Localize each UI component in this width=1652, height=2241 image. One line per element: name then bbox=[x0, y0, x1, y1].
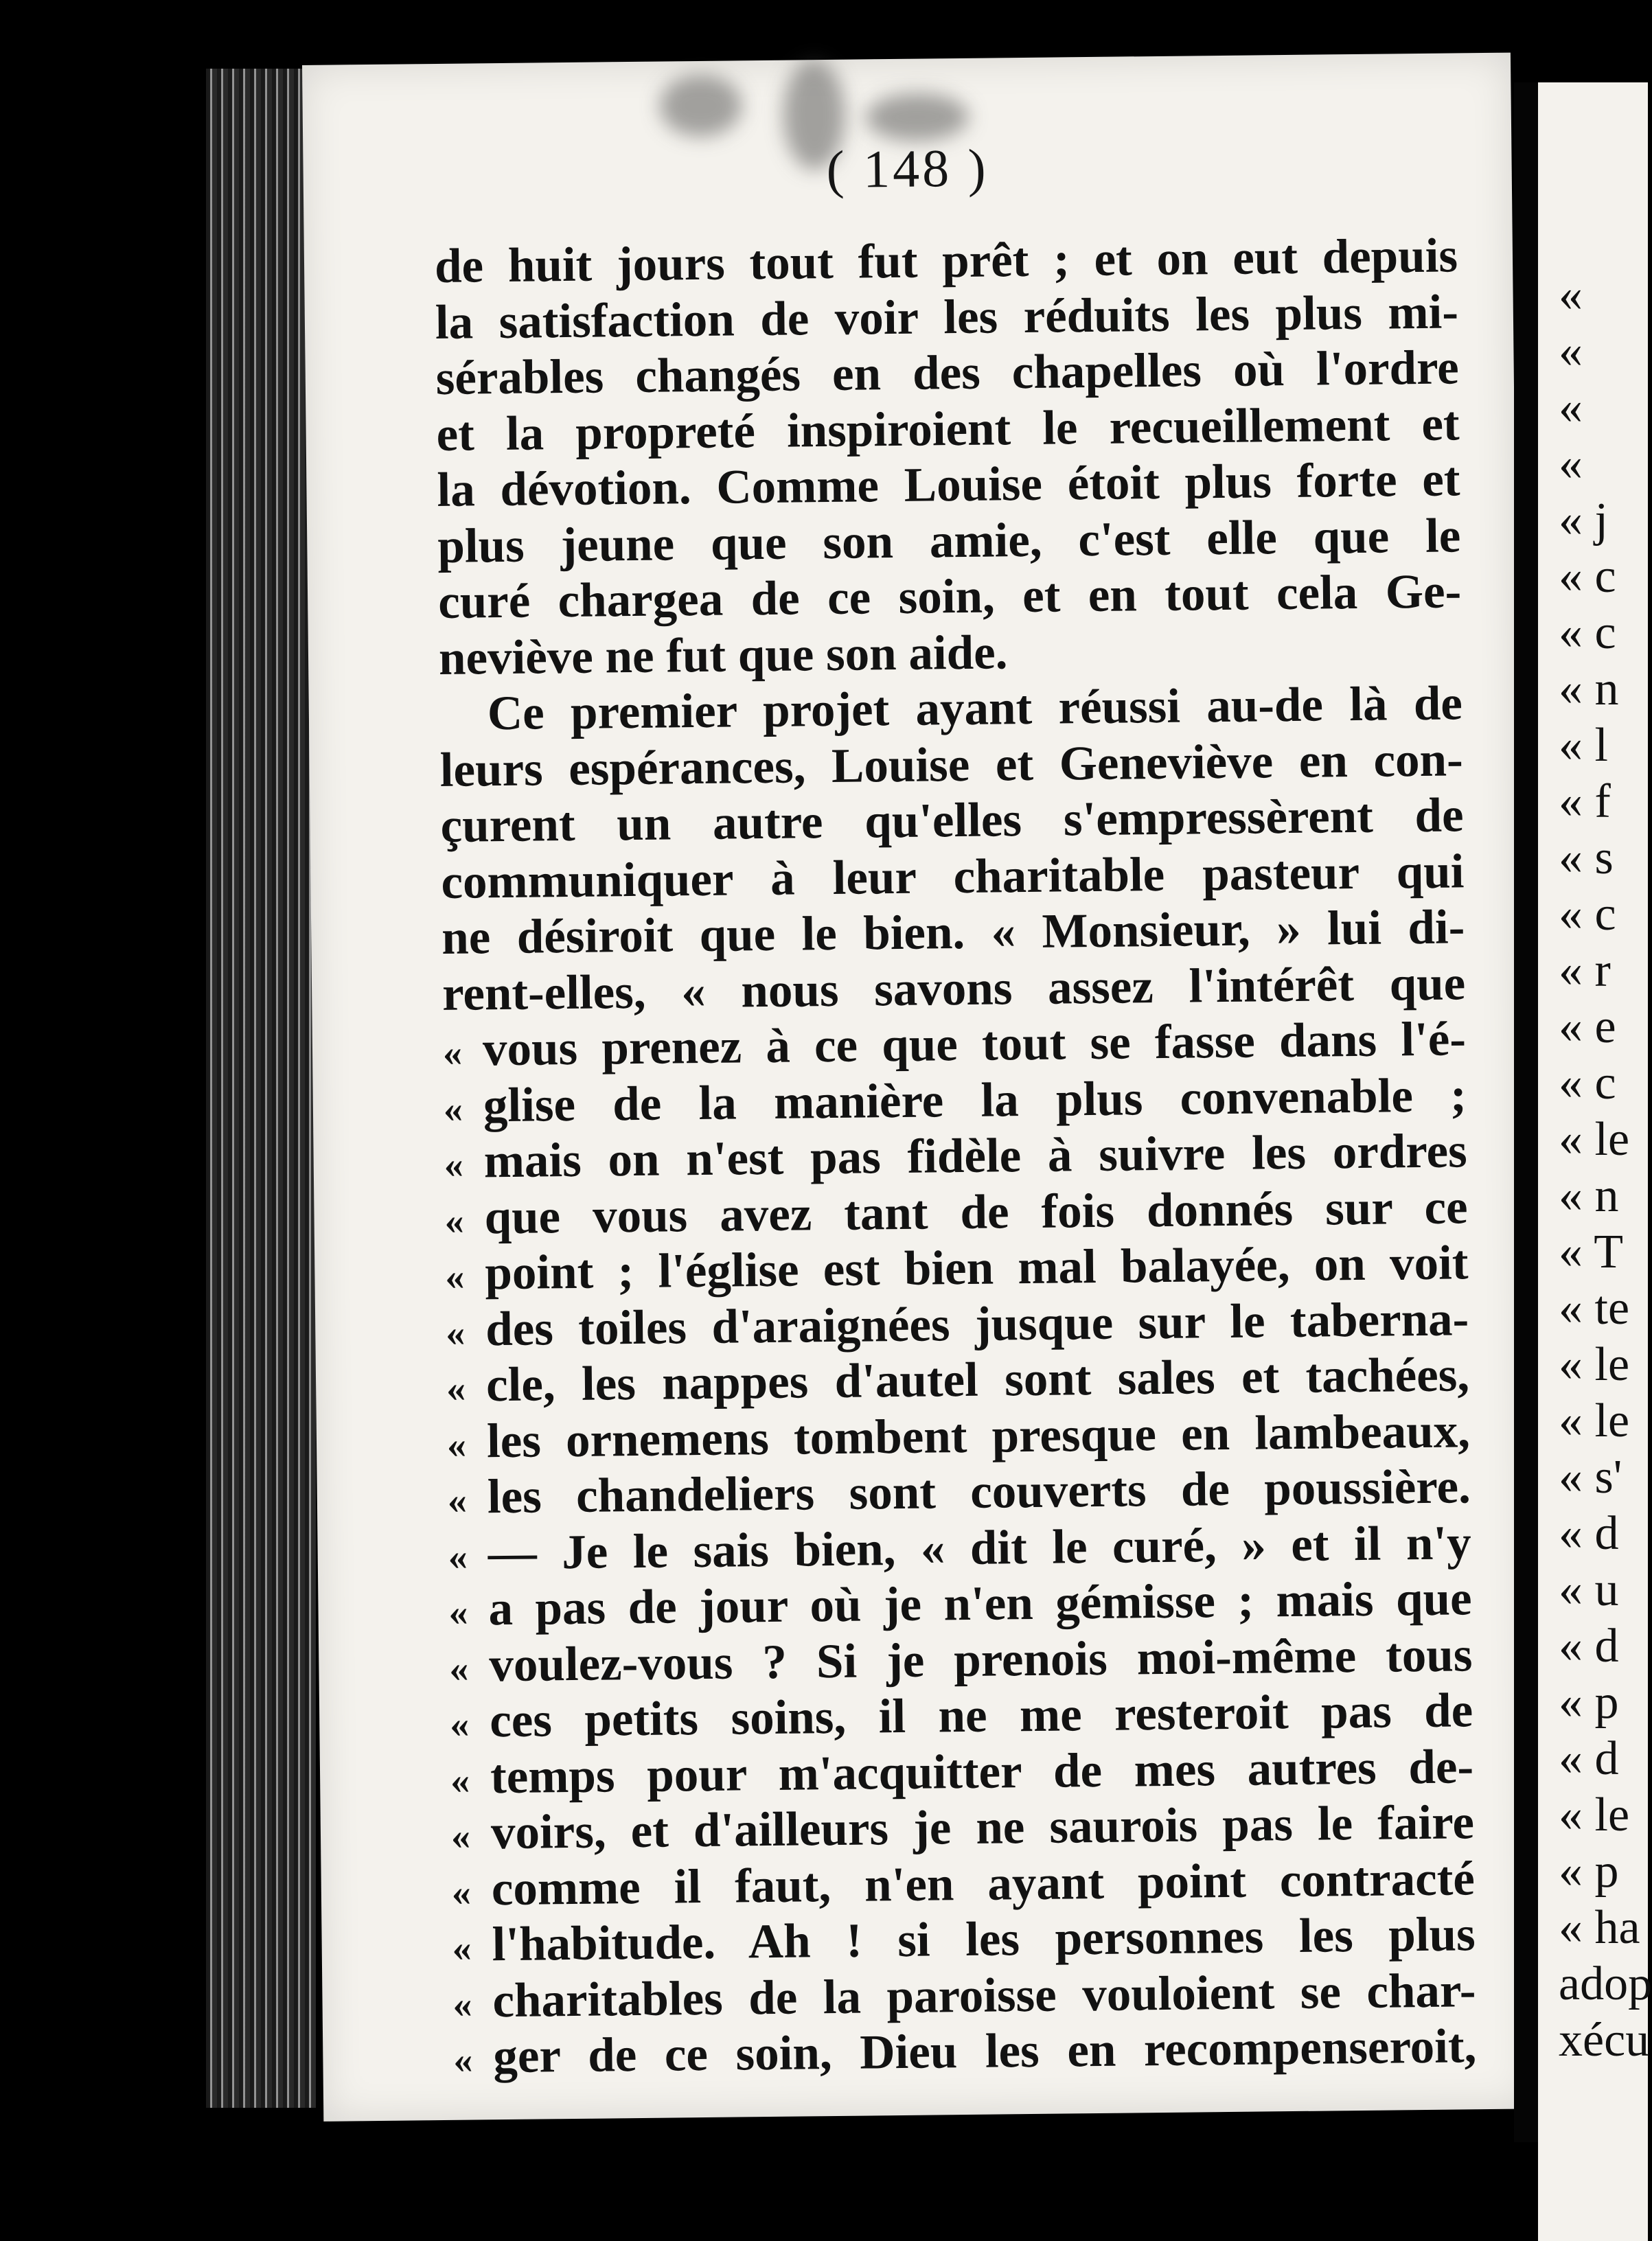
line-text: plus jeune que son amie, c'est elle que le bbox=[437, 508, 1461, 573]
facing-page-fragment: « u bbox=[1559, 1563, 1619, 1616]
quote-mark: « bbox=[446, 1367, 466, 1410]
text-line bbox=[447, 1403, 1471, 1470]
text-line bbox=[441, 844, 1465, 910]
quote-mark: « bbox=[452, 1927, 472, 1970]
text-line bbox=[453, 2019, 1477, 2085]
text-line bbox=[435, 284, 1459, 351]
facing-page-fragment: « te bbox=[1559, 1282, 1630, 1335]
line-text: la dévotion. Comme Louise étoit plus forte et bbox=[437, 452, 1460, 517]
page-number: ( 148 ) bbox=[826, 137, 989, 200]
quote-mark: « bbox=[446, 1311, 466, 1355]
facing-page-fragment: « l bbox=[1559, 719, 1608, 772]
quote-mark: « bbox=[444, 1143, 464, 1186]
text-line bbox=[442, 956, 1466, 1022]
facing-page-fragment: « r bbox=[1559, 944, 1611, 997]
facing-page-fragment: « c bbox=[1559, 888, 1616, 941]
line-text: curé chargea de ce soin, et en tout cela Ge- bbox=[437, 564, 1462, 629]
line-text: rent-elles, « nous savons assez l'intérêt que bbox=[441, 956, 1466, 1021]
line-text: leurs espérances, Louise et Geneviève en con- bbox=[439, 732, 1464, 797]
line-text: l'habitude. Ah ! si les personnes les plus bbox=[492, 1907, 1476, 1972]
facing-page-fragment: « bbox=[1559, 325, 1583, 378]
text-line bbox=[439, 732, 1463, 798]
quote-mark: « bbox=[446, 1423, 467, 1467]
line-text: voirs, et d'ailleurs je ne saurois pas le faire bbox=[490, 1795, 1475, 1860]
quote-mark: « bbox=[450, 1759, 470, 1802]
facing-page-fragment: « n bbox=[1559, 663, 1619, 715]
text-line bbox=[450, 1739, 1474, 1806]
text-line bbox=[444, 1123, 1467, 1190]
text-line bbox=[435, 340, 1459, 406]
quote-mark: « bbox=[450, 1815, 471, 1858]
text-line bbox=[441, 899, 1465, 966]
line-text: les ornemens tombent presque en lambeaux, bbox=[486, 1403, 1471, 1468]
text-line bbox=[445, 1235, 1469, 1302]
quote-mark: « bbox=[449, 1703, 470, 1746]
line-text: Ce premier projet ayant réussi au-de là de bbox=[487, 676, 1463, 741]
text-line bbox=[435, 228, 1458, 295]
quote-mark: « bbox=[448, 1535, 468, 1578]
facing-page-fragment: « c bbox=[1559, 1057, 1616, 1110]
book-gutter bbox=[1514, 82, 1538, 2142]
facing-page-fragment: « le bbox=[1559, 1394, 1630, 1447]
text-line bbox=[448, 1515, 1471, 1582]
facing-page-fragment: « d bbox=[1559, 1620, 1619, 1673]
facing-page-fragment: « d bbox=[1559, 1732, 1619, 1785]
line-text: charitables de la paroisse vouloient se char- bbox=[492, 1963, 1476, 2027]
ink-stain bbox=[659, 74, 742, 137]
line-text: — Je le sais bien, « dit le curé, » et il n'y bbox=[487, 1515, 1472, 1580]
facing-page-fragment: « le bbox=[1559, 1789, 1630, 1841]
facing-page-fragment: « le bbox=[1559, 1113, 1630, 1166]
text-line bbox=[451, 1795, 1475, 1861]
text-line bbox=[446, 1291, 1469, 1358]
line-text: communiquer à leur charitable pasteur qui bbox=[441, 844, 1465, 909]
line-text: des toiles d'araignées jusque sur le taberna- bbox=[485, 1291, 1469, 1356]
quote-mark: « bbox=[448, 1591, 468, 1634]
line-text: a pas de jour où je n'en gémisse ; mais que bbox=[488, 1572, 1472, 1636]
facing-page-fragment: « e bbox=[1559, 1000, 1616, 1053]
book-page-edges bbox=[206, 69, 316, 2108]
text-line bbox=[439, 676, 1462, 742]
facing-page-fragment: « n bbox=[1559, 1169, 1619, 1222]
quote-mark: « bbox=[452, 1983, 472, 2026]
facing-page-fragment: « d bbox=[1559, 1507, 1619, 1560]
text-line bbox=[444, 1180, 1468, 1246]
facing-page-fragment: « j bbox=[1559, 494, 1608, 547]
line-text: que vous avez tant de fois donnés sur ce bbox=[484, 1180, 1468, 1244]
facing-page-fragment: « p bbox=[1559, 1845, 1619, 1898]
quote-mark: « bbox=[442, 1031, 463, 1074]
quote-mark: « bbox=[444, 1199, 464, 1243]
facing-page-fragment: « f bbox=[1559, 775, 1611, 828]
line-text: comme il faut, n'en ayant point contracté bbox=[491, 1851, 1476, 1916]
facing-page-fragment: « bbox=[1559, 437, 1583, 490]
text-line bbox=[439, 620, 1462, 687]
text-line bbox=[436, 396, 1460, 463]
line-text: çurent un autre qu'elles s'empressèrent de bbox=[440, 788, 1464, 853]
text-line bbox=[443, 1011, 1467, 1078]
quote-mark: « bbox=[445, 1255, 465, 1298]
line-text: cle, les nappes d'autel sont sales et tachées, bbox=[485, 1348, 1470, 1412]
facing-page-fragment: « p bbox=[1559, 1676, 1619, 1729]
line-text: glise de la manière la plus convenable ; bbox=[483, 1068, 1467, 1132]
book-page bbox=[302, 53, 1532, 2122]
facing-page-fragment: « s' bbox=[1559, 1451, 1622, 1504]
facing-page-fragment: « bbox=[1559, 268, 1583, 321]
line-text: ger de ce soin, Dieu les en recompenseroit, bbox=[492, 2019, 1477, 2084]
text-line bbox=[452, 1907, 1476, 1973]
page-text bbox=[435, 228, 1477, 2085]
line-text: mais on n'est pas fidèle à suivre les ordres bbox=[483, 1124, 1468, 1188]
line-text: vous prenez à ce que tout se fasse dans l'é- bbox=[482, 1012, 1467, 1077]
text-line bbox=[446, 1347, 1470, 1414]
text-line bbox=[438, 564, 1462, 630]
facing-page-fragment: « bbox=[1559, 381, 1583, 434]
text-line bbox=[448, 1571, 1472, 1637]
text-line bbox=[450, 1683, 1473, 1749]
facing-page-fragment: « s bbox=[1559, 831, 1614, 884]
text-line bbox=[437, 452, 1460, 518]
text-line bbox=[451, 1851, 1475, 1918]
line-text: ces petits soins, il ne me resteroit pas de bbox=[489, 1683, 1473, 1748]
line-text: les chandeliers sont couverts de poussière. bbox=[487, 1460, 1471, 1524]
facing-page-fragment: xécu bbox=[1559, 2014, 1650, 2067]
text-line bbox=[440, 788, 1464, 854]
text-line bbox=[437, 508, 1461, 575]
quote-mark: « bbox=[451, 1871, 472, 1914]
line-text: la satisfaction de voir les réduits les plus mi- bbox=[435, 284, 1459, 349]
line-text: de huit jours tout fut prêt ; et on eut depuis bbox=[434, 229, 1458, 293]
line-text: voulez-vous ? Si je prenois moi-même tous bbox=[489, 1627, 1473, 1692]
line-text: temps pour m'acquitter de mes autres de- bbox=[490, 1739, 1474, 1804]
text-line bbox=[447, 1459, 1471, 1526]
line-text: et la propreté inspiroient le recueillement et bbox=[436, 396, 1460, 461]
text-line bbox=[443, 1068, 1467, 1134]
quote-mark: « bbox=[443, 1088, 463, 1131]
line-text: sérables changés en des chapelles où l'ordre bbox=[435, 341, 1460, 405]
text-line bbox=[452, 1963, 1476, 2030]
quote-mark: « bbox=[453, 2038, 473, 2082]
facing-page-fragment: « c bbox=[1559, 550, 1616, 603]
text-line bbox=[449, 1627, 1473, 1694]
quote-mark: « bbox=[447, 1479, 468, 1522]
facing-page-fragment: « le bbox=[1559, 1338, 1630, 1391]
line-text: point ; l'église est bien mal balayée, on voit bbox=[485, 1236, 1469, 1300]
line-text: neviève ne fut que son aide. bbox=[438, 625, 1008, 685]
facing-page bbox=[1538, 82, 1652, 2241]
facing-page-fragment: « T bbox=[1559, 1226, 1623, 1278]
ink-stain bbox=[865, 93, 969, 142]
line-text: ne désiroit que le bien. « Monsieur, » lui di- bbox=[441, 900, 1465, 965]
quote-mark: « bbox=[449, 1647, 469, 1690]
facing-page-fragment: « ha bbox=[1559, 1901, 1640, 1954]
facing-page-fragment: adop bbox=[1559, 1957, 1652, 2010]
facing-page-fragment: « c bbox=[1559, 606, 1616, 659]
